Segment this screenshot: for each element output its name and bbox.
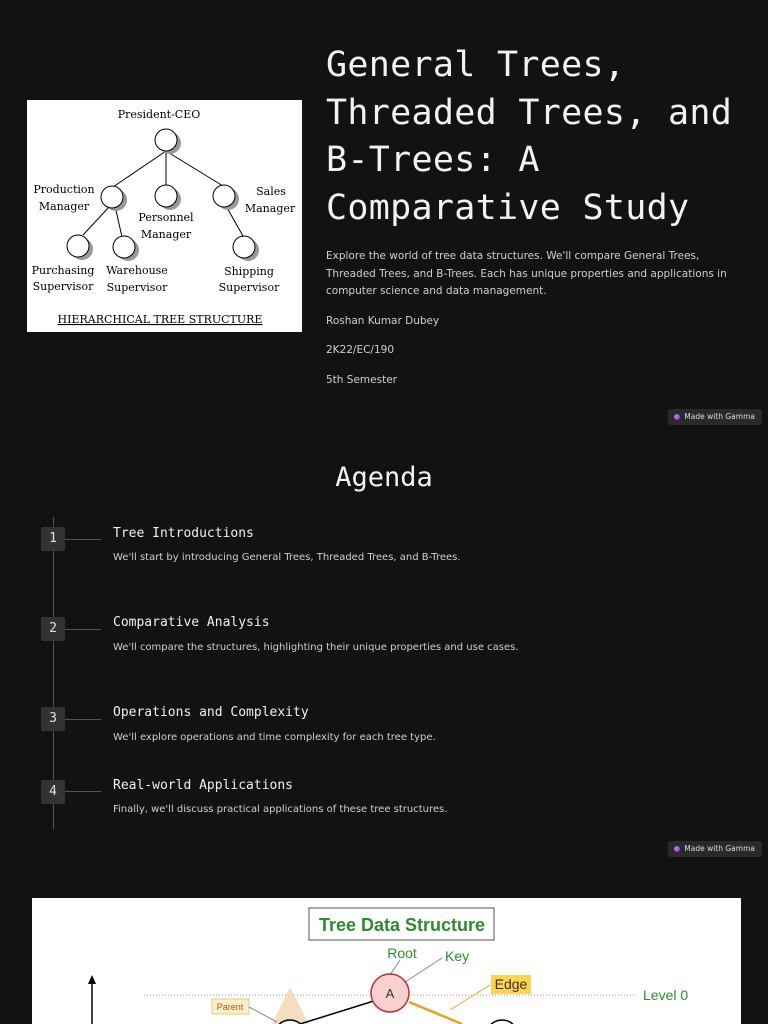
agenda-item-title: Comparative Analysis <box>113 615 270 630</box>
agenda-title: Agenda <box>335 462 433 493</box>
label-purchasing-supervisor: Supervisor <box>32 280 94 293</box>
label-warehouse-supervisor: Supervisor <box>106 281 168 294</box>
agenda-item-desc: We'll compare the structures, highlighting their unique properties and use cases. <box>113 642 519 653</box>
agenda-item-title: Tree Introductions <box>113 526 254 541</box>
node-a-label: A <box>385 986 395 1001</box>
hierarchical-tree-image <box>27 100 302 332</box>
title-slide <box>0 0 768 432</box>
page-title: General Trees, Threaded Trees, and B-Trees: A Comparative Study <box>326 45 733 228</box>
label-production: Production <box>33 183 95 196</box>
node-circles <box>67 129 259 261</box>
roll-number: 2K22/EC/190 <box>326 344 395 356</box>
label-personnel-manager: Manager <box>140 228 192 241</box>
label-sales-manager: Manager <box>244 202 296 215</box>
label-warehouse: Warehouse <box>106 264 168 277</box>
tree-data-structure-image <box>32 898 741 1024</box>
label-production-manager: Manager <box>38 200 90 213</box>
root-label: Root <box>387 945 417 961</box>
badge-label: Made with Gamma <box>684 844 755 853</box>
level-label: Level 0 <box>643 987 689 1003</box>
step-number-1: 1 <box>41 527 65 551</box>
agenda-item-desc: Finally, we'll discuss practical applications of these tree structures. <box>113 804 448 815</box>
edge-label: Edge <box>494 976 528 992</box>
agenda-item-title: Real-world Applications <box>113 778 294 793</box>
made-with-gamma-badge[interactable] <box>668 841 762 857</box>
step-connector <box>65 629 101 630</box>
step-connector <box>65 719 101 720</box>
hierarchy-caption: HIERARCHICAL TREE STRUCTURE <box>57 313 263 326</box>
tree-diagram <box>32 898 741 1024</box>
step-number-4: 4 <box>41 780 65 804</box>
step-connector <box>65 539 101 540</box>
agenda-item-desc: We'll explore operations and time complexity for each tree type. <box>113 732 436 743</box>
hierarchy-diagram <box>27 100 302 332</box>
key-label: Key <box>445 948 470 964</box>
label-personnel: Personnel <box>138 211 194 224</box>
step-number-3: 3 <box>41 707 65 731</box>
intro-description: Explore the world of tree data structures. We'll compare General Trees, Threaded Trees, and B-Trees. Each has unique properties and applications in computer science and data management. <box>326 250 727 297</box>
parent-label: Parent <box>216 1002 244 1012</box>
label-president: President-CEO <box>117 108 201 121</box>
label-sales: Sales <box>256 185 286 198</box>
gamma-logo-icon <box>674 846 680 852</box>
label-shipping: Shipping <box>224 265 274 278</box>
label-purchasing: Purchasing <box>31 264 95 277</box>
badge-label: Made with Gamma <box>684 412 755 421</box>
author-name: Roshan Kumar Dubey <box>326 315 440 327</box>
agenda-item-title: Operations and Complexity <box>113 705 309 720</box>
agenda-item-desc: We'll start by introducing General Trees, Threaded Trees, and B-Trees. <box>113 552 461 563</box>
semester: 5th Semester <box>326 374 397 386</box>
step-connector <box>65 791 101 792</box>
gamma-logo-icon <box>674 414 680 420</box>
label-shipping-supervisor: Supervisor <box>218 281 280 294</box>
diagram-title: Tree Data Structure <box>318 915 486 935</box>
step-number-2: 2 <box>41 617 65 641</box>
made-with-gamma-badge[interactable] <box>668 409 762 425</box>
